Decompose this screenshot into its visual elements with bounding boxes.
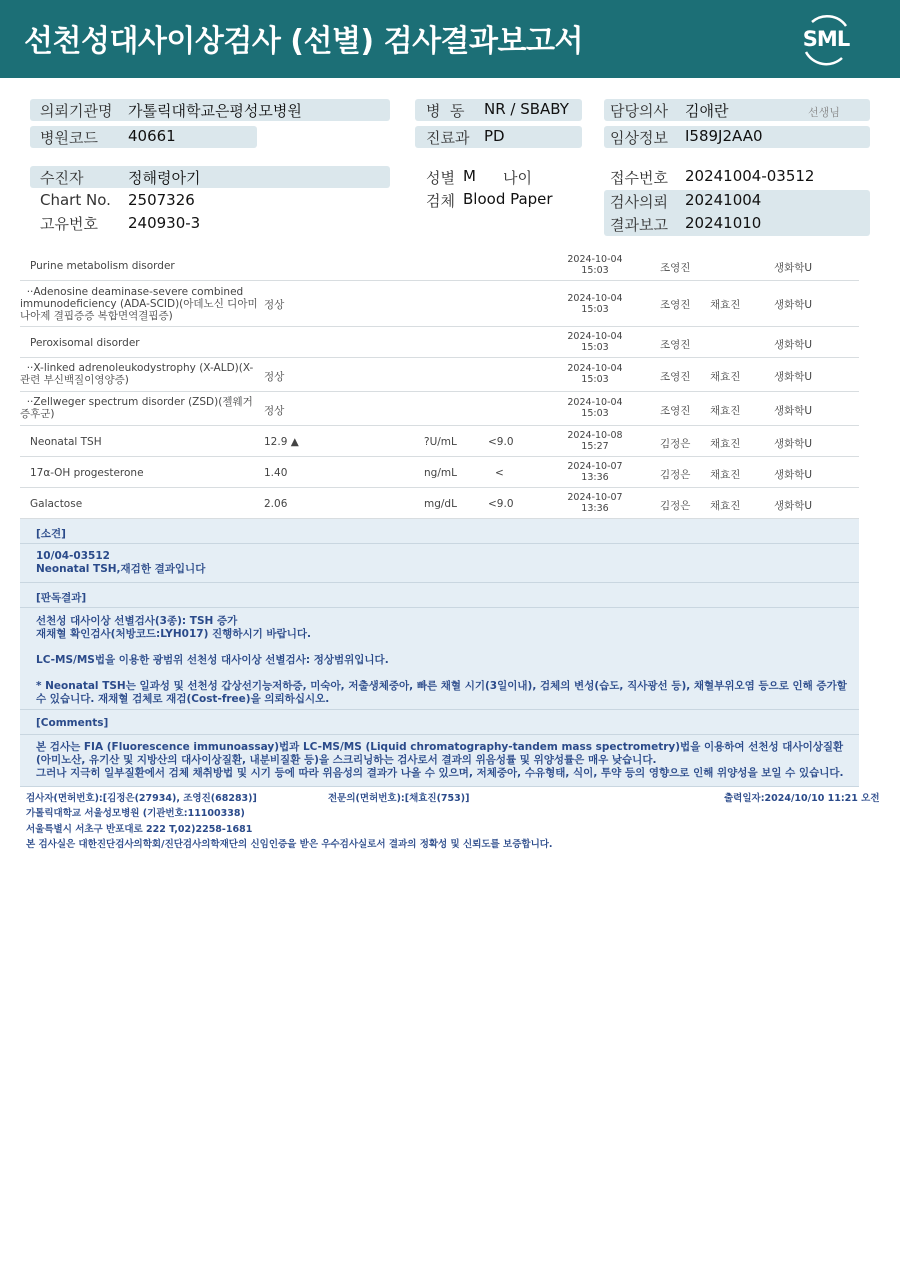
test-name: ··Zellweger spectrum disorder (ZSD)(젤웨거 증후군) — [20, 396, 257, 420]
sml-logo-icon — [798, 12, 854, 68]
test-unit: ng/mL — [424, 467, 457, 479]
footer-cert: 본 검사실은 대한진단검사의학회/진단검사의학재단의 신임인증을 받은 우수검사실로서 결과의 정확성 및 신뢰도를 보증합니다. — [26, 839, 553, 850]
ward-label: 병 동 — [426, 102, 465, 120]
test-datetime: 2024-10-04 15:03 — [567, 254, 623, 276]
test-result: 정상 — [264, 405, 285, 417]
department: 생화학U — [774, 405, 813, 417]
test-datetime: 2024-10-07 13:36 — [567, 461, 623, 483]
receipt-label: 접수번호 — [610, 169, 668, 187]
reviewer: 채효진 — [710, 438, 741, 450]
interpretation-title: [판독결과] — [36, 592, 87, 604]
age-label: 나이 — [503, 169, 532, 187]
test-reference: < — [495, 467, 504, 479]
test-name: ··Adenosine deaminase-severe combined immunodeficiency (ADA-SCID)(아데노신 디아미나아제 결핍증증 복합면역결핍증) — [20, 286, 258, 322]
table-row — [20, 488, 859, 519]
hospital-code-label: 병원코드 — [40, 129, 98, 147]
sex-label: 성별 — [426, 169, 455, 187]
patient-label: 수진자 — [40, 169, 84, 187]
test-result: 2.06 — [264, 498, 288, 510]
findings-title: [소견] — [36, 528, 66, 540]
test-reference: <9.0 — [488, 436, 514, 448]
reviewer: 채효진 — [710, 299, 741, 311]
department: 생화학U — [774, 371, 813, 383]
test-datetime: 2024-10-07 13:36 — [567, 492, 623, 514]
doctor-value: 김애란 — [685, 102, 729, 120]
table-row — [20, 392, 859, 426]
clinical-value: I589J2AA0 — [685, 127, 763, 145]
report-title: 선천성대사이상검사 (선별) 검사결과보고서 — [24, 24, 583, 59]
department: 생화학U — [774, 438, 813, 450]
test-name: Galactose — [30, 498, 83, 510]
table-row — [20, 281, 859, 327]
table-row — [20, 426, 859, 457]
chart-value: 2507326 — [128, 191, 195, 209]
department: 생화학U — [774, 299, 813, 311]
reviewer: 채효진 — [710, 469, 741, 481]
unique-label: 고유번호 — [40, 215, 98, 233]
footer-address: 서울특별시 서초구 반포대로 222 T,02)2258-1681 — [26, 824, 253, 835]
dept-value: PD — [484, 127, 505, 145]
ward-value: NR / SBABY — [484, 100, 569, 118]
institution-value: 가톨릭대학교은평성모병원 — [128, 102, 302, 120]
test-result: 1.40 — [264, 467, 288, 479]
test-name: 17α-OH progesterone — [30, 467, 144, 479]
test-datetime: 2024-10-04 15:03 — [567, 331, 623, 353]
footer-printed: 출력일자:2024/10/10 11:21 오전 — [724, 793, 880, 804]
unique-value: 240930-3 — [128, 214, 201, 232]
department: 생화학U — [774, 339, 813, 351]
findings-header — [20, 519, 859, 544]
footer-specialist: 전문의(면허번호):[채효진(753)] — [328, 793, 470, 804]
tester: 김정은 — [660, 438, 691, 450]
test-result: 정상 — [264, 371, 285, 383]
tester: 조영진 — [660, 299, 691, 311]
hospital-code-value: 40661 — [128, 127, 176, 145]
reviewer: 채효진 — [710, 371, 741, 383]
test-name: Purine metabolism disorder — [30, 260, 175, 272]
tester: 김정은 — [660, 469, 691, 481]
reviewer: 채효진 — [710, 405, 741, 417]
test-datetime: 2024-10-08 15:27 — [567, 430, 623, 452]
test-name: ··X-linked adrenoleukodystrophy (X-ALD)(X-관련 부신백질이영양증) — [20, 362, 254, 386]
test-datetime: 2024-10-04 15:03 — [567, 397, 623, 419]
doctor-label: 담당의사 — [610, 102, 668, 120]
comments-text: 본 검사는 FIA (Fluorescence immunoassay)법과 LC-MS/MS (Liquid chromatography-tandem mass spectrometry)법을 이용하여 선천성 대사이상질환(아미노산, 유기산 및 지방산의 대사이상질환, 내분비질환 등)을 스크리닝하는 검사로서 결과의 위음성률 및 위양성률은 매우 낮습니다. 그러나 지극히 일부질환에서 검체 채취방법 및 시기 등에 따라 위음성의 결과가 나올 수 있으며, 저체중아, 수유형태, 식이, 투약 등의 영향으로 인해 위양성을 보일 수 있습니다. — [36, 741, 844, 779]
clinical-label: 임상정보 — [610, 129, 668, 147]
report-value: 20241010 — [685, 214, 762, 232]
findings-text: 10/04-03512 Neonatal TSH,재검한 결과입니다 — [36, 550, 206, 575]
receipt-value: 20241004-03512 — [685, 167, 815, 185]
comments-header — [20, 710, 859, 735]
logo-text: SML — [802, 27, 850, 51]
patient-value: 정해령아기 — [128, 169, 201, 187]
doctor-suffix: 선생님 — [808, 106, 840, 119]
table-row — [20, 358, 859, 392]
footer-org: 가톨릭대학교 서울성모병원 (기관번호:11100338) — [26, 808, 245, 819]
tester: 조영진 — [660, 339, 691, 351]
comments-body — [20, 735, 859, 787]
test-unit: mg/dL — [424, 498, 457, 510]
table-row — [20, 457, 859, 488]
department: 생화학U — [774, 469, 813, 481]
tester: 김정은 — [660, 500, 691, 512]
department: 생화학U — [774, 262, 813, 274]
department: 생화학U — [774, 500, 813, 512]
report-label: 결과보고 — [610, 216, 668, 234]
sex-value: M — [463, 167, 476, 185]
patient-box — [30, 166, 390, 188]
interpretation-header — [20, 583, 859, 608]
findings-body — [20, 544, 859, 583]
table-row — [20, 250, 859, 281]
institution-label: 의뢰기관명 — [40, 102, 113, 120]
test-result: 12.9 ▲ — [264, 436, 299, 448]
test-datetime: 2024-10-04 15:03 — [567, 293, 623, 315]
test-datetime: 2024-10-04 15:03 — [567, 363, 623, 385]
test-name: Peroxisomal disorder — [30, 337, 140, 349]
specimen-value: Blood Paper — [463, 190, 553, 208]
tester: 조영진 — [660, 371, 691, 383]
report-header — [0, 0, 900, 78]
comments-title: [Comments] — [36, 717, 109, 729]
test-reference: <9.0 — [488, 498, 514, 510]
tester: 조영진 — [660, 405, 691, 417]
request-label: 검사의뢰 — [610, 193, 668, 211]
reviewer: 채효진 — [710, 500, 741, 512]
table-row — [20, 327, 859, 358]
chart-label: Chart No. — [40, 191, 111, 209]
footer-testers: 검사자(면허번호):[김정은(27934), 조영진(68283)] — [26, 793, 257, 804]
test-name: Neonatal TSH — [30, 436, 102, 448]
tester: 조영진 — [660, 262, 691, 274]
interpretation-body — [20, 608, 859, 710]
specimen-label: 검체 — [426, 192, 455, 210]
test-result: 정상 — [264, 299, 285, 311]
test-unit: ?U/mL — [424, 436, 457, 448]
interpretation-text: 선천성 대사이상 선별검사(3종): TSH 증가 재채혈 확인검사(처방코드:LYH017) 진행하시기 바랍니다. LC-MS/MS법을 이용한 광범위 선천성 대사이상 선별검사: 정상범위입니다. * Neonatal TSH는 일과성 및 선천성 갑상선기능저하증, 미숙아, 저출생체중아, 빠른 채혈 시기(3일이내), 검체의 변성(습도, 직사광선 등), 채혈부위오염 등으로 인해 증가할 수 있습니다. 재채혈 검체로 재검(Cost-free)을 의뢰하십시오. — [36, 615, 847, 705]
dept-label: 진료과 — [426, 129, 470, 147]
request-value: 20241004 — [685, 191, 762, 209]
